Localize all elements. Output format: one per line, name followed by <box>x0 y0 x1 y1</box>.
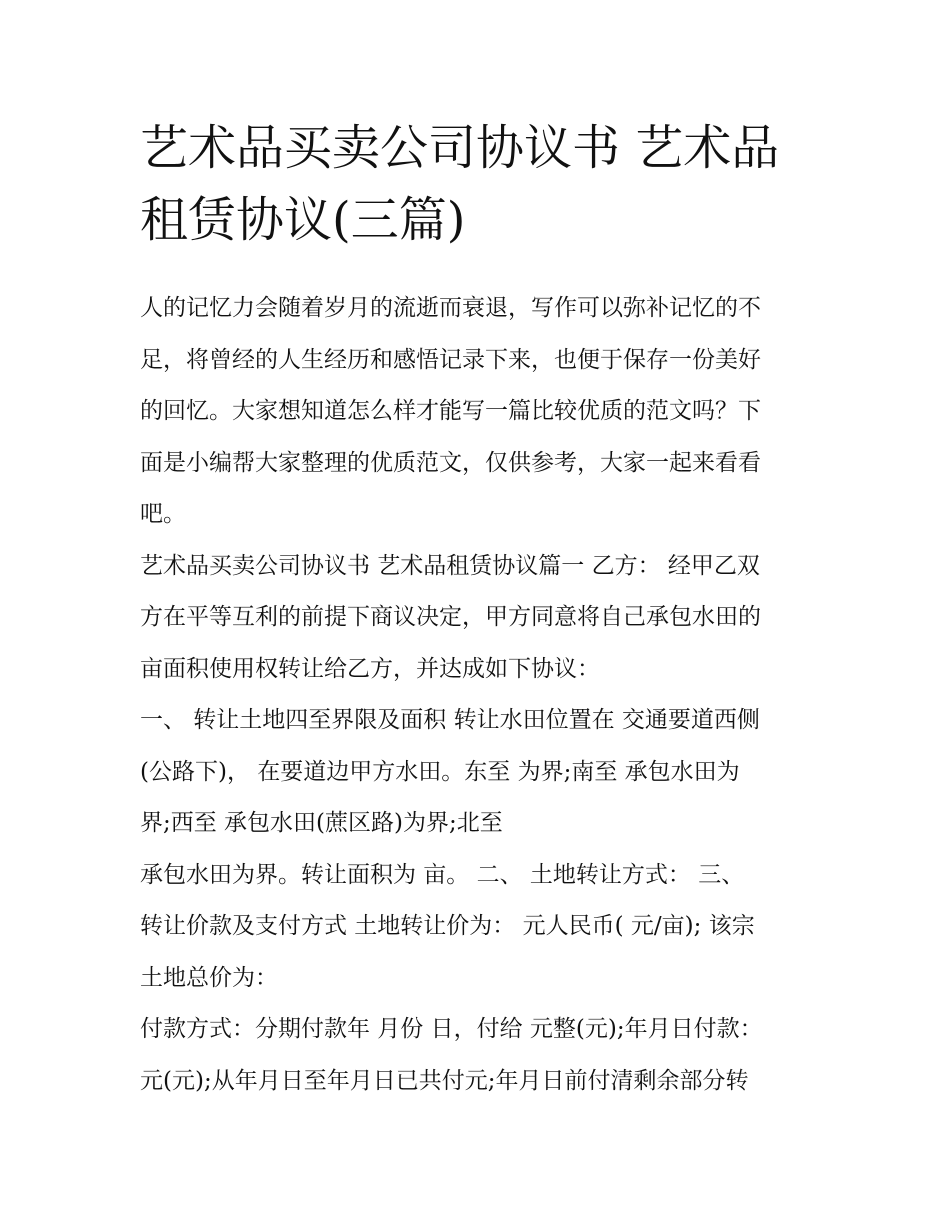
body-line: 一、 转让土地四至界限及面积 转让水田位置在 交通要道西侧 <box>140 707 760 733</box>
body-line: 足，将曾经的人生经历和感悟记录下来，也便于保存一份美好 <box>140 346 761 373</box>
body-line: 人的记忆力会随着岁月的流逝而衰退，写作可以弥补记忆的不 <box>140 295 761 321</box>
body-line: 艺术品买卖公司协议书 艺术品租赁协议篇一 乙方： 经甲乙双 <box>140 552 760 579</box>
body-line: 亩面积使用权转让给乙方，并达成如下协议： <box>140 655 600 682</box>
body-line: 界;西至 承包水田(蔗区路)为界;北至 <box>140 810 503 836</box>
body-line: 吧。 <box>140 501 186 527</box>
body-line: 土地总价为： <box>140 964 278 991</box>
document-title <box>140 112 820 256</box>
title-line: 艺术品买卖公司协议书 艺术品 <box>140 120 780 176</box>
body-line: 的回忆。大家想知道怎么样才能写一篇比较优质的范文吗？下 <box>140 398 761 424</box>
body-line: (公路下)， 在要道边甲方水田。东至 为界;南至 承包水田为 <box>140 758 740 785</box>
document-body <box>140 283 820 1107</box>
title-line: 租赁协议(三篇) <box>140 192 466 248</box>
body-line: 方在平等互利的前提下商议决定，甲方同意将自己承包水田的 <box>140 604 761 630</box>
body-line: 面是小编帮大家整理的优质范文，仅供参考，大家一起来看看 <box>140 449 761 476</box>
body-line: 元(元);从年月日至年月日已共付元;年月日前付清剩余部分转 <box>140 1067 749 1094</box>
body-line: 承包水田为界。转让面积为 亩。 二、 土地转让方式： 三、 <box>140 861 745 888</box>
body-line: 付款方式：分期付款年 月份 日，付给 元整(元);年月日付款： <box>140 1016 763 1042</box>
body-line: 转让价款及支付方式 土地转让价为： 元人民币( 元/亩); 该宗 <box>140 913 755 939</box>
